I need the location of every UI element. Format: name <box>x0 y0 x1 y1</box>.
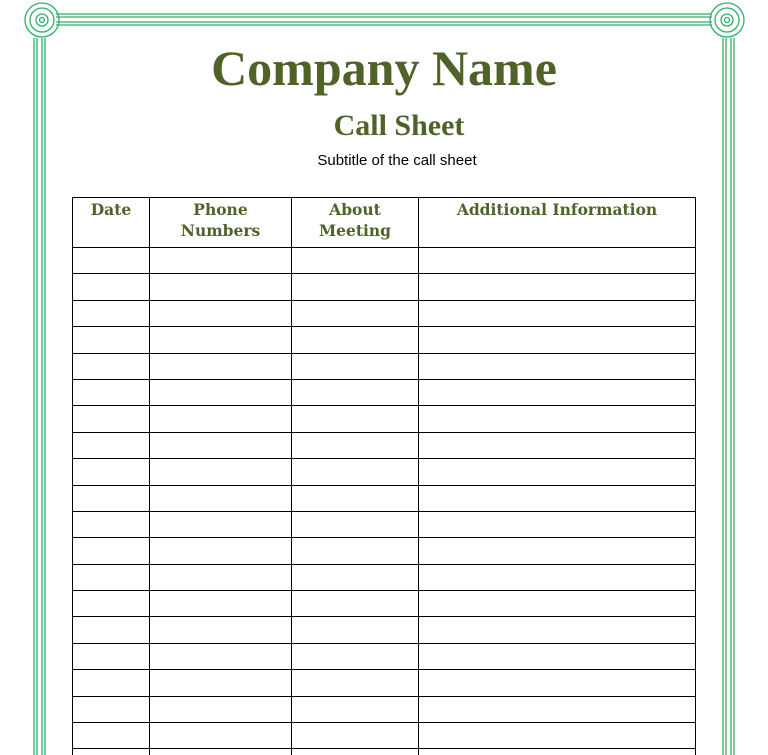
column-header-line: Additional Information <box>456 200 658 219</box>
table-row <box>73 670 696 696</box>
table-cell[interactable] <box>150 485 292 511</box>
column-header-line: Meeting <box>318 221 392 240</box>
column-header-about-meeting <box>292 198 419 248</box>
corner-ornament-icon <box>710 3 744 37</box>
table-cell[interactable] <box>419 274 696 300</box>
table-cell[interactable] <box>419 670 696 696</box>
table-cell[interactable] <box>150 511 292 537</box>
table-row <box>73 749 696 755</box>
table-row <box>73 617 696 643</box>
table-cell[interactable] <box>419 723 696 749</box>
call-sheet-heading: Call Sheet <box>333 109 465 142</box>
table-cell[interactable] <box>73 723 150 749</box>
table-cell[interactable] <box>419 617 696 643</box>
table-cell[interactable] <box>73 379 150 405</box>
table-cell[interactable] <box>150 300 292 326</box>
table-cell[interactable] <box>292 274 419 300</box>
table-cell[interactable] <box>150 459 292 485</box>
table-cell[interactable] <box>73 432 150 458</box>
table-cell[interactable] <box>150 670 292 696</box>
table-cell[interactable] <box>419 459 696 485</box>
company-name-title: Company Name <box>211 40 557 96</box>
corner-ornament-icon <box>25 3 59 37</box>
table-cell[interactable] <box>150 564 292 590</box>
table-cell[interactable] <box>73 511 150 537</box>
table-cell[interactable] <box>419 353 696 379</box>
table-cell[interactable] <box>73 300 150 326</box>
table-cell[interactable] <box>419 538 696 564</box>
table-cell[interactable] <box>150 327 292 353</box>
table-cell[interactable] <box>419 379 696 405</box>
table-cell[interactable] <box>150 723 292 749</box>
table-row <box>73 300 696 326</box>
table-cell[interactable] <box>292 696 419 722</box>
table-row <box>73 406 696 432</box>
table-cell[interactable] <box>292 459 419 485</box>
table-cell[interactable] <box>292 670 419 696</box>
table-row <box>73 248 696 274</box>
table-cell[interactable] <box>419 327 696 353</box>
table-cell[interactable] <box>73 538 150 564</box>
table-cell[interactable] <box>292 749 419 755</box>
table-row <box>73 591 696 617</box>
table-row <box>73 327 696 353</box>
table-cell[interactable] <box>150 538 292 564</box>
table-cell[interactable] <box>150 696 292 722</box>
table-cell[interactable] <box>73 274 150 300</box>
column-header-line: Numbers <box>180 221 261 240</box>
table-cell[interactable] <box>292 617 419 643</box>
table-cell[interactable] <box>73 327 150 353</box>
table-row <box>73 723 696 749</box>
table-row <box>73 564 696 590</box>
table-cell[interactable] <box>73 459 150 485</box>
table-cell[interactable] <box>73 670 150 696</box>
table-row <box>73 643 696 669</box>
table-cell[interactable] <box>292 432 419 458</box>
column-header-date <box>73 198 150 248</box>
table-cell[interactable] <box>292 511 419 537</box>
table-cell[interactable] <box>292 353 419 379</box>
table-row <box>73 696 696 722</box>
table-row <box>73 379 696 405</box>
column-header-line: About <box>329 200 381 219</box>
table-row <box>73 274 696 300</box>
table-cell[interactable] <box>73 406 150 432</box>
table-cell[interactable] <box>150 379 292 405</box>
table-cell[interactable] <box>292 643 419 669</box>
table-cell[interactable] <box>292 300 419 326</box>
table-cell[interactable] <box>73 643 150 669</box>
table-cell[interactable] <box>419 564 696 590</box>
call-sheet-subtitle: Subtitle of the call sheet <box>317 152 477 169</box>
table-cell[interactable] <box>73 485 150 511</box>
column-header-line: Phone <box>193 200 248 219</box>
table-cell[interactable] <box>150 617 292 643</box>
table-cell[interactable] <box>73 749 150 755</box>
table-cell[interactable] <box>73 696 150 722</box>
table-cell[interactable] <box>419 696 696 722</box>
column-header-phone-numbers <box>150 198 292 248</box>
table-cell[interactable] <box>292 379 419 405</box>
table-cell[interactable] <box>150 591 292 617</box>
table-body <box>73 248 696 755</box>
table-cell[interactable] <box>73 564 150 590</box>
table-row <box>73 511 696 537</box>
table-cell[interactable] <box>292 406 419 432</box>
call-log-table <box>72 197 696 755</box>
table-cell[interactable] <box>292 538 419 564</box>
column-header-line: Date <box>90 200 132 219</box>
table-cell[interactable] <box>419 432 696 458</box>
table-cell[interactable] <box>419 511 696 537</box>
table-cell[interactable] <box>419 591 696 617</box>
table-cell[interactable] <box>419 643 696 669</box>
table-header-row <box>73 198 696 248</box>
table-cell[interactable] <box>419 406 696 432</box>
column-header-additional-information <box>419 198 696 248</box>
table-cell[interactable] <box>292 248 419 274</box>
table-cell[interactable] <box>419 248 696 274</box>
table-cell[interactable] <box>292 723 419 749</box>
table-row <box>73 538 696 564</box>
table-cell[interactable] <box>292 485 419 511</box>
table-cell[interactable] <box>73 248 150 274</box>
table-row <box>73 353 696 379</box>
table-cell[interactable] <box>292 327 419 353</box>
table-cell[interactable] <box>150 432 292 458</box>
table-cell[interactable] <box>419 749 696 755</box>
table-row <box>73 432 696 458</box>
table-cell[interactable] <box>150 274 292 300</box>
table-cell[interactable] <box>150 406 292 432</box>
table-cell[interactable] <box>150 749 292 755</box>
table-cell[interactable] <box>292 591 419 617</box>
table-cell[interactable] <box>73 591 150 617</box>
table-cell[interactable] <box>292 564 419 590</box>
table-cell[interactable] <box>150 353 292 379</box>
table-cell[interactable] <box>73 353 150 379</box>
table-cell[interactable] <box>150 643 292 669</box>
table-cell[interactable] <box>419 300 696 326</box>
table-cell[interactable] <box>150 248 292 274</box>
table-cell[interactable] <box>419 485 696 511</box>
table-cell[interactable] <box>73 617 150 643</box>
table-row <box>73 485 696 511</box>
table-row <box>73 459 696 485</box>
